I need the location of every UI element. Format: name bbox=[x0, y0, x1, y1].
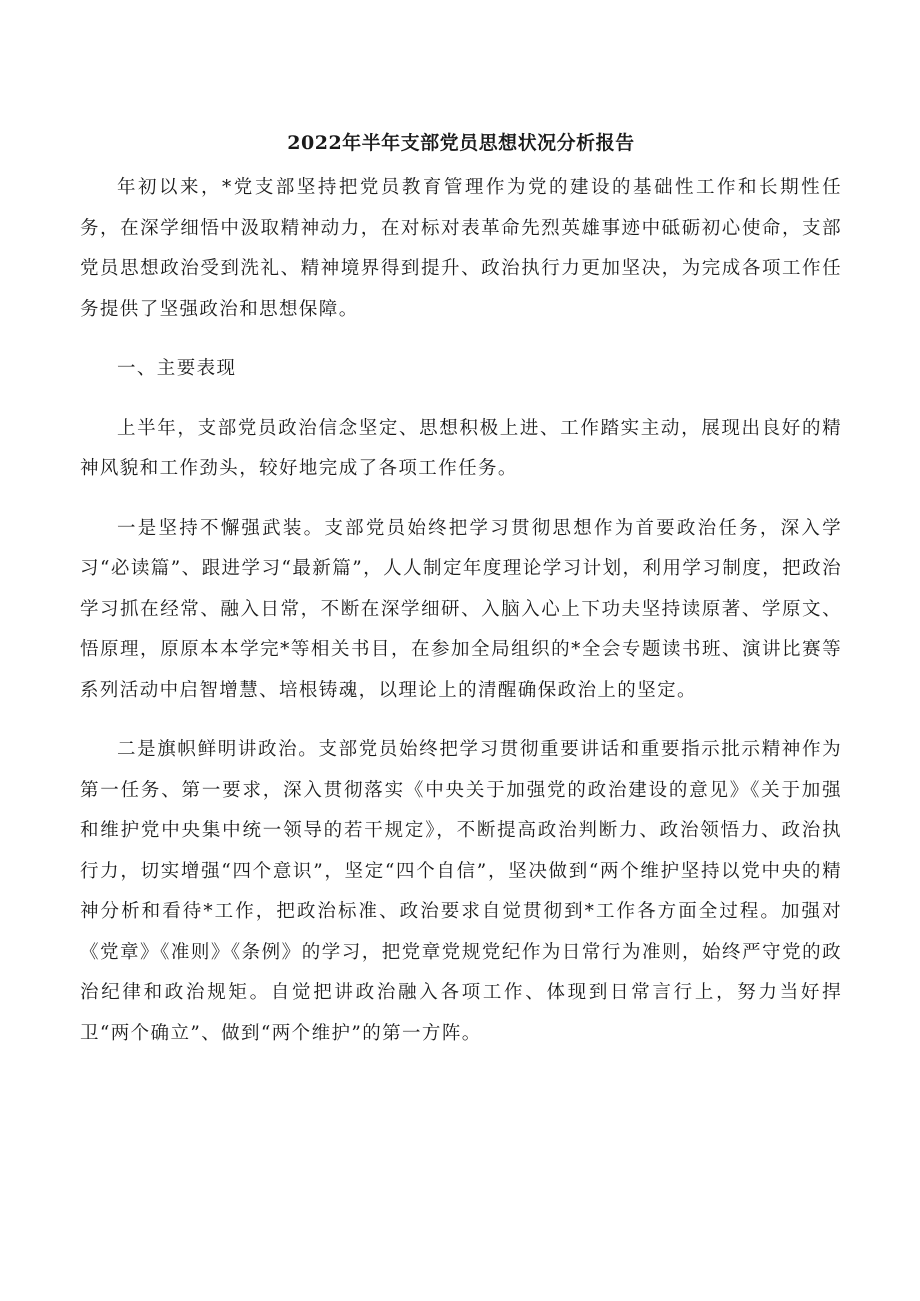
point-two-paragraph: 二是旗帜鲜明讲政治。支部党员始终把学习贯彻重要讲话和重要指示批示精神作为第一任务、第一要求，深入贯彻落实《中央关于加强党的政治建设的意见》《关于加强和维护党中央集中统一领导的若干规定》，不断提高政治判断力、政治领悟力、政治执行力，切实增强“四个意识”，坚定“四个自信”，坚决做到“两个维护坚持以党中央的精神分析和看待*工作，把政治标准、政治要求自觉贯彻到*工作各方面全过程。加强对《党章》《准则》《条例》的学习，把党章党规党纪作为日常行为准则，始终严守党的政治纪律和政治规矩。自觉把讲政治融入各项工作、体现到日常言行上，努力当好捍卫“两个确立”、做到“两个维护”的第一方阵。 bbox=[80, 739, 842, 1044]
point-one-paragraph: 一是坚持不懈强武装。支部党员始终把学习贯彻思想作为首要政治任务，深入学习“必读篇”、跟进学习“最新篇”，人人制定年度理论学习计划，利用学习制度，把政治学习抓在经常、融入日常，不断在深学细研、入脑入心上下功夫坚持读原著、学原文、悟原理，原原本本学完*等相关书目，在参加全局组织的*全会专题读书班、演讲比赛等系列活动中启智增慧、培根铸魂，以理论上的清醒确保政治上的坚定。 bbox=[80, 517, 842, 701]
summary-paragraph: 上半年，支部党员政治信念坚定、思想积极上进、工作踏实主动，展现出良好的精神风貌和工作劲头，较好地完成了各项工作任务。 bbox=[80, 417, 842, 479]
intro-paragraph: 年初以来，*党支部坚持把党员教育管理作为党的建设的基础性工作和长期性任务，在深学细悟中汲取精神动力，在对标对表革命先烈英雄事迹中砥砺初心使命，支部党员思想政治受到洗礼、精神境界得到提升、政治执行力更加坚决，为完成各项工作任务提供了坚强政治和思想保障。 bbox=[80, 177, 842, 320]
document-title: 2022年半年支部党员思想状况分析报告 bbox=[287, 132, 635, 154]
section-heading-main-performance: 一、主要表现 bbox=[117, 358, 237, 379]
